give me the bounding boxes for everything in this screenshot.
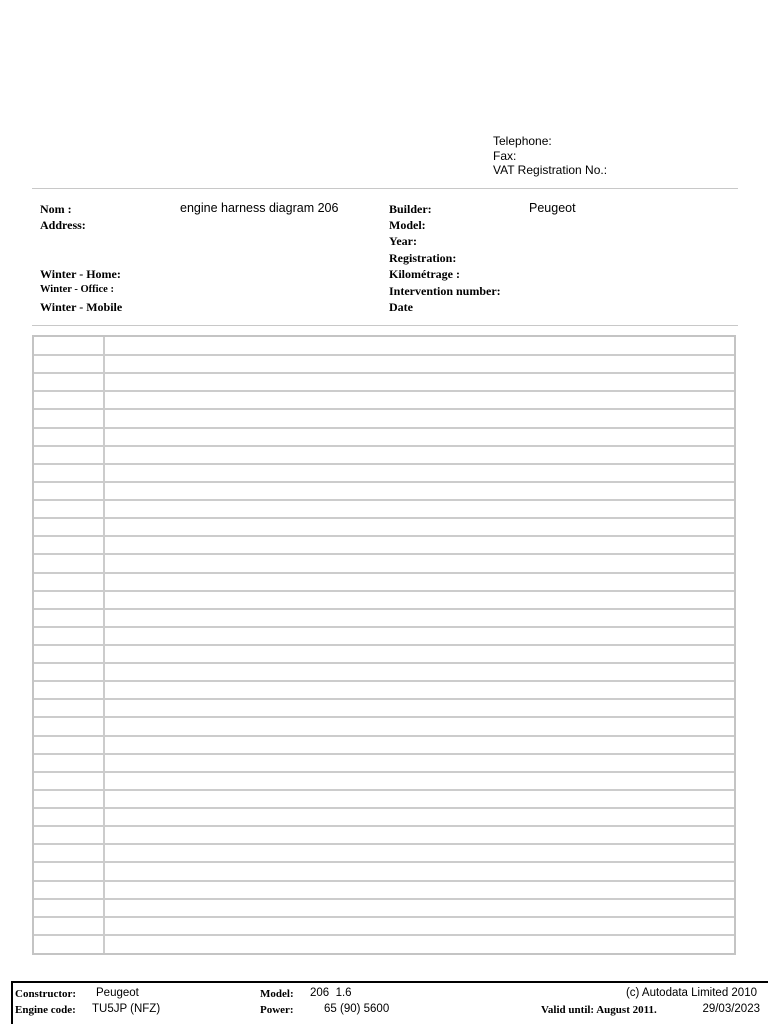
- builder-value: Peugeot: [529, 201, 576, 215]
- fax-label: Fax:: [493, 148, 517, 163]
- footer-date: 29/03/2023: [702, 1003, 760, 1015]
- grid-row-line: [34, 825, 734, 827]
- grid-row-line: [34, 463, 734, 465]
- intervention-number-label: Intervention number:: [389, 284, 501, 298]
- grid-row-line: [34, 608, 734, 610]
- telephone-label: Telephone:: [493, 134, 552, 148]
- grid-row-line: [34, 499, 734, 501]
- footer-engine-code-value: TU5JP (NFZ): [92, 1003, 161, 1015]
- winter-mobile-label: Winter - Mobile: [40, 300, 123, 314]
- winter-office-label: Winter - Office :: [40, 284, 114, 295]
- grid-row-line: [34, 390, 734, 392]
- grid-row-line: [34, 590, 734, 592]
- grid-row-line: [34, 680, 734, 682]
- grid-row-line: [34, 698, 734, 700]
- year-label: Year:: [389, 234, 417, 248]
- winter-home-label: Winter - Home:: [40, 267, 121, 281]
- footer-constructor-label: Constructor:: [15, 988, 77, 1000]
- grid-row-line: [34, 553, 734, 555]
- grid-row-line: [34, 735, 734, 737]
- footer-engine-code-label: Engine code:: [15, 1004, 76, 1016]
- grid-row-line: [34, 517, 734, 519]
- notes-grid: [32, 335, 736, 955]
- kilometrage-label: Kilométrage :: [389, 267, 460, 281]
- nom-value: engine harness diagram 206: [180, 201, 339, 215]
- footer-model-label: Model:: [260, 988, 294, 1000]
- grid-row-line: [34, 427, 734, 429]
- grid-row-line: [34, 807, 734, 809]
- grid-row-line: [34, 716, 734, 718]
- middle-divider: [32, 325, 738, 326]
- footer-power-value: 65 (90) 5600: [324, 1003, 390, 1015]
- grid-row-line: [34, 535, 734, 537]
- grid-row-line: [34, 753, 734, 755]
- grid-row-line: [34, 408, 734, 410]
- contact-block: [493, 134, 607, 178]
- address-label: Address:: [40, 218, 86, 232]
- grid-row-line: [34, 445, 734, 447]
- grid-row-line: [34, 934, 734, 936]
- grid-row-line: [34, 861, 734, 863]
- date-label: Date: [389, 300, 413, 314]
- grid-row-line: [34, 372, 734, 374]
- grid-row-line: [34, 880, 734, 882]
- nom-label: Nom :: [40, 202, 72, 216]
- builder-label: Builder:: [389, 202, 432, 216]
- footer-valid-until: Valid until: August 2011.: [541, 1004, 657, 1016]
- top-divider: [32, 188, 738, 189]
- footer-power-label: Power:: [260, 1004, 294, 1016]
- grid-row-line: [34, 843, 734, 845]
- grid-row-line: [34, 916, 734, 918]
- grid-row-line: [34, 644, 734, 646]
- grid-row-line: [34, 771, 734, 773]
- grid-row-line: [34, 572, 734, 574]
- footer-model-value: 206 1.6: [310, 987, 352, 999]
- grid-row-line: [34, 662, 734, 664]
- grid-row-line: [34, 789, 734, 791]
- footer-constructor-value: Peugeot: [96, 987, 139, 999]
- grid-row-line: [34, 898, 734, 900]
- footer-copyright: (c) Autodata Limited 2010: [625, 987, 757, 999]
- model-label: Model:: [389, 218, 426, 232]
- grid-row-line: [34, 354, 734, 356]
- vat-registration-label: VAT Registration No.:: [493, 163, 608, 177]
- registration-label: Registration:: [389, 251, 457, 265]
- grid-row-line: [34, 626, 734, 628]
- grid-row-line: [34, 481, 734, 483]
